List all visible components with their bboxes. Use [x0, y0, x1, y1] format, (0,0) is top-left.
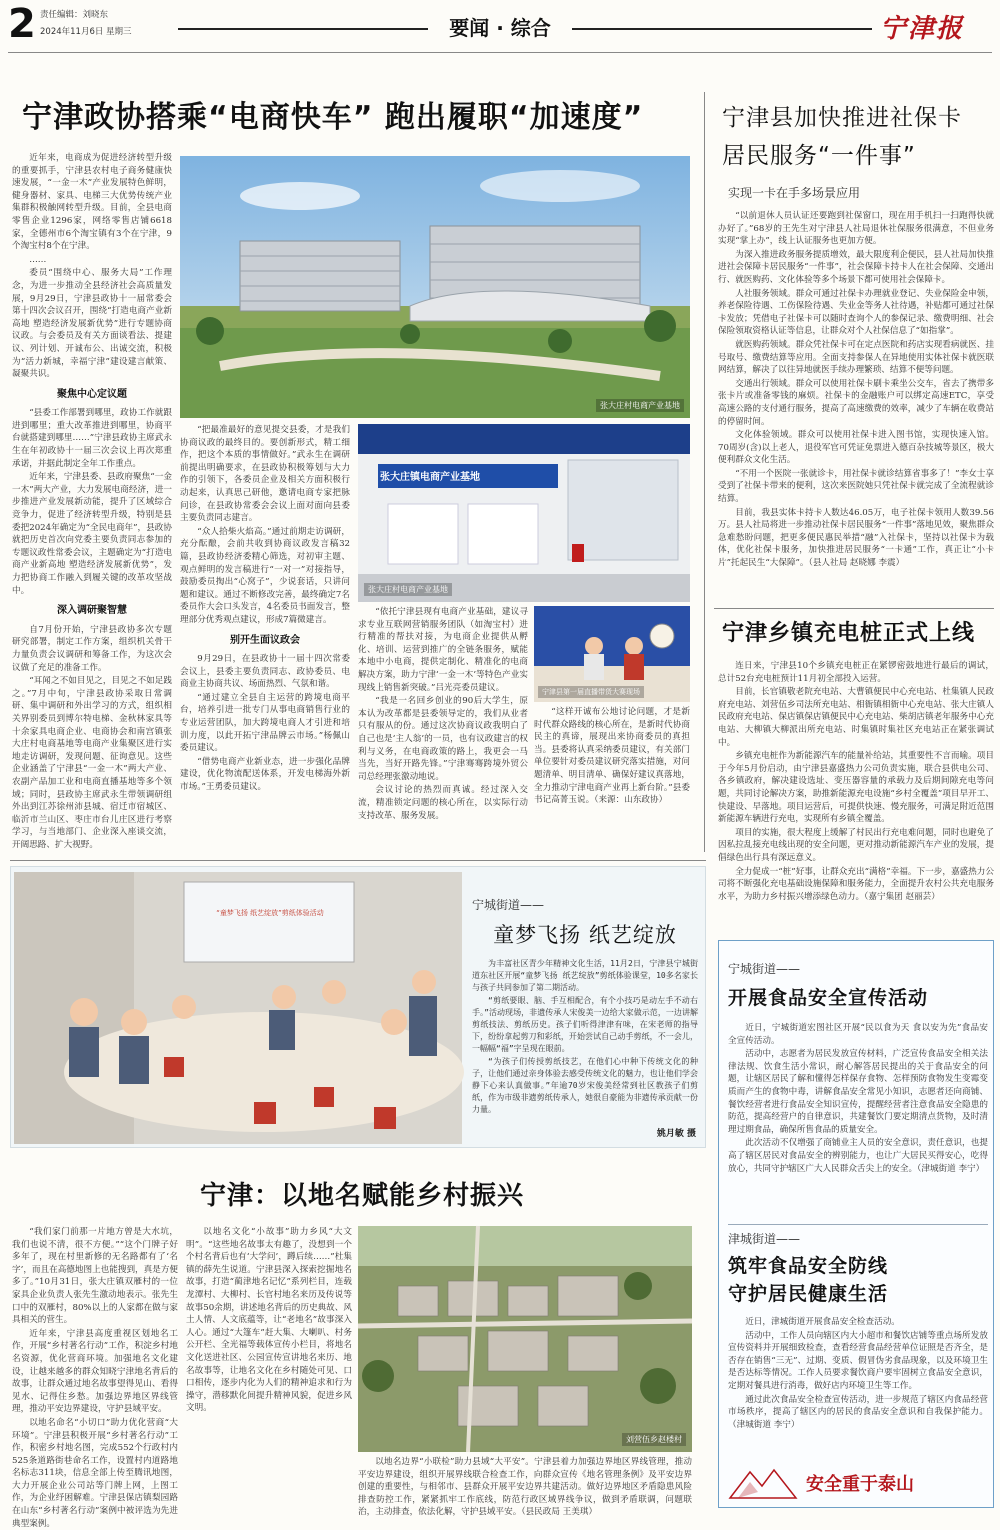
- charging-p5: 全力促成一“桩”好事，让群众充出“满格”幸福。下一步，嘉盛热力公司将不断强化充电基础设施保障和服务能力，全面提升农村公共充电服务水平，为助力乡村振兴增添绿色动力。（嘉宁集团 赵丽芸）: [718, 866, 994, 902]
- food1-p2: 活动中，志愿者为居民发放宣传材料，广泛宣传食品安全相关法律法规、饮食生活小常识，耐心解答居民提出的关于食品安全的问题，让辖区居民了解和懂得怎样保存食物、怎样预防食物发生变霉变质而产生的食物中毒，讲解食品安全常见小知识，志愿者还向商铺、餐饮经营者进行食品安全知识宣传，提醒经营者注意食品安全隐患的防范，提高经营户的自律意识，共建餐饮门要定期清点货物，及时清理过期食品，确保所售食品的质量安全。: [728, 1049, 988, 1135]
- charging-p1: 连日来，宁津县10个乡镇充电桩正在紧锣密鼓地进行最后的调试，总计52台充电桩预计11月初全部投入运营。: [718, 661, 994, 684]
- photo1-caption: 张大庄村电商产业基地: [596, 399, 684, 412]
- divider-right-1: [714, 608, 994, 609]
- charging-p2: 目前，长官镇敬老院充电站、大曹镇便民中心充电站、杜集镇人民政府充电站、刘营伍乡司法所充电站、相衙镇相衙中心充电站、张大庄镇人民政府充电站、保店镇保店镇便民中心充电站、柴胡店镇老年服务中心充电站、大柳镇大柳派出所充电站、时集镇时集社区充电站正在紧张调试中。: [718, 687, 994, 748]
- socialcard-p5: 交通出行领域。群众可以使用社保卡刷卡乘坐公交车，省去了携带多张卡片或准备零钱的麻烦。社保卡的金融账户可以绑定高速ETC，享受高速公路的支付通行服务，提高了高速缴费的效率，减少了车辆在收费站的停留时间。: [718, 378, 994, 427]
- section-title: 要闻 · 综合: [449, 16, 551, 40]
- photo2-caption: 张大庄村电商产业基地: [364, 583, 452, 596]
- food-headline-2-line2: 守护居民健康生活: [728, 1283, 889, 1305]
- food-body-1: [728, 1022, 988, 1218]
- lead-sub2-p2: “耳闻之不如目见之，目见之不如足践之。”7月中旬，宁津县政协采取日常调研、集中调研和外出学习的方式，组织相关界别委员到博尔特电梯、金秋林家具等十余家具电商企业、电商协会和南宫镇张大庄村电商基地等电商产业集聚区进行实地走访调研，发现问题、征询意见。这些企业涵盖了宁津县“一金一木”两大产业、农副产品加工业和电商直播基地等多个领域；同时，县政协主席武永生带领调研组外出到江苏徐州沛县城、宿迁市宿城区、临沂市兰山区、枣庄市台儿庄区进行考察学习，与当地部门、企业深入座谈交流，开阔思路、扩大视野。: [12, 676, 172, 850]
- socialcard-subhead: 实现一卡在手多场景应用: [728, 186, 861, 200]
- safety-banner-text: 安全重于泰山: [806, 1474, 914, 1495]
- socialcard-headline-1: 宁津县加快推进社保卡: [722, 105, 962, 131]
- socialcard-p2: 为深入推进政务服务提质增效，最大限度利企便民，县人社局加快推进社会保障卡居民服务“一件事”，社会保障卡持卡人在社会保障、交通出行、就医购药、文化体验等多个场景下都可使用社会保障卡。: [718, 249, 994, 285]
- socialcard-body: [718, 210, 994, 602]
- date-line: 2024年11月6日 星期三: [40, 27, 132, 37]
- photo-ecommerce-base-building: [180, 156, 690, 418]
- lead-sub3-p6: 会议讨论的热烈而真诚。经过深入交流，精准锁定问题的核心所在，以实际行动支持改革、服务发展。: [358, 785, 528, 821]
- lead-subhead-1: 聚焦中心定议题: [57, 388, 127, 400]
- socialcard-p4: 就医购药领域。群众凭社保卡可在定点医院和药店实现看病就医、挂号取号、缴费结算等应用。全面支持参保人在异地使用实体社保卡就医联网结算，解决了以往异地就医手续办理繁琐、结算不便等问题。: [718, 339, 994, 376]
- food1-p1: 近日，宁城街道宏图社区开展“民以食为天 食以安为先”食品安全宣传活动。: [728, 1023, 988, 1046]
- food-headline-1: 开展食品安全宣传活动: [728, 987, 929, 1009]
- lead-subhead-3: 别开生面议政会: [230, 634, 300, 646]
- placename-p4: 以地名文化“小故事”助力乡风“大文明”。“这些地名故事太有趣了，没想到一个个村名背后也有‘大学问’，蹲后续……”杜集镇的薛先生说道。宁津县深入探索挖掘地名故事，打造“蔺津地名记忆”系列栏目，连载龙潭村、大柳村、长官村地名来历及传说等故事50余期，讲述地名背后的历史典故、风土人情、人文底蕴等，让“老地名”故事深入人心。通过“大篷车”赶大集、大喇叭、村务公开栏、全光福等载体宣传小栏目，将地名文化送进社区、公园宣传宣讲地名来历、地名故事等，让地名文化在乡村随处可见、口口相传，逐步内化为人们的精神追求和行为操守，潜移默化间提升精神风貌，促进乡风文明。: [186, 1227, 352, 1414]
- food-divider: [728, 1224, 988, 1225]
- lead-col4: [534, 706, 690, 846]
- lead-sub3-p4: “依托宁津县现有电商产业基础，建议寻求专业互联网营销服务团队（如淘宝村）进行精准的帮扶对接，为电商企业提供从孵化、培训、运营到推广的全链条服务，赋能本地中小电商，提供定制化、精准化的电商解决方案，助力宁津‘一金一木’等特色产业实现线上销售新突破。”吕光亮委员建议。: [358, 607, 528, 693]
- lead-intro-p1: 近年来，电商成为促进经济转型升级的重要抓手，宁津县农村电子商务健康快速发展，“一金一木”产业发展特色鲜明，健身器材、家具、电梯三大优势传统产业集群积极触网转型升级。目前，全县电商零售企业1296家，网络零售店铺6618家，全德州市6个淘宝镇有3个在宁津，9个淘宝村8个在宁津。: [12, 153, 172, 252]
- lead-col2: [180, 424, 350, 842]
- food-kicker-2: 津城街道——: [728, 1232, 801, 1246]
- masthead: [0, 0, 1000, 48]
- lead-sub2-p4: “众人拾柴火焰高。”通过前期走访调研，充分酝酿，会前共收到协商议政发言稿32篇，县政协经济委精心筛选，对初审主题、观点鲜明的发言稿进行“一对一”对接指导，鼓励委员掏出“心窝子”，少说套话，只讲问题和建议。通过不断修改完善，最终确定7名委员作大会口头发言，4名委员书面发言，整理部分优秀观点建议，形成7篇微建言。: [180, 526, 350, 625]
- socialcard-p1: “以前退休人员认证还要跑到社保窗口，现在用手机扫一扫跑得快就办好了。”68岁的王先生对宁津县人社局退休社保服务很满意，不但业务实现“掌上办”，线上认证服务也更加方便。: [718, 211, 994, 247]
- food2-p1: 近日，津城街道开展食品安全检查活动。: [745, 1317, 900, 1327]
- placename-col2: [186, 1226, 352, 1510]
- papercut-headline: 童梦飞扬 纸艺绽放: [493, 923, 677, 947]
- placename-p5: 以地名边界“小联检”助力县域“大平安”。宁津县着力加强边界地区界线管理，推动平安边界建设，组织开展界线联合检查工作，向群众宣传《地名管理条例》及平安边界创建的重要性，与相邻市、县群众开展平安边界共建活动。做好边界地区矛盾隐患风险排查防控工作，紧紧抓牢工作底线，防范行政区域界线争议，做到矛盾联调，问题联治，主动排查，依法化解，守护县域平安。（县民政局 王美琪）: [358, 1457, 692, 1518]
- mountain-illustration-icon: [728, 1464, 798, 1500]
- divider-horizontal-lead: [10, 860, 706, 861]
- food-kicker-1: 宁城街道——: [728, 962, 801, 976]
- lead-sub2-p1: 自7月份开始，宁津县政协多次专题研究部署，制定工作方案，组织机关骨干力量负责会议调研和筹备工作，为这次会议做了充足的准备工作。: [12, 624, 172, 673]
- charging-headline: 宁津乡镇充电桩正式上线: [722, 621, 976, 646]
- photo-livestream: [534, 606, 690, 702]
- lead-sub3-p2: “通过建立全县自主运营的跨境电商平台，培养引进一批专门从事电商销售行业的专业运营团队，加大跨境电商人才引进和培训力度，以此开拓宁津品牌云市场。”杨佩山委员建议。: [180, 692, 350, 754]
- placename-p1: “我们家门前那一片地方曾是大水坑，我们也说不清，很不方便。”“这个门牌子好多年了，现在村里新修的无名路都有了‘名字’，而且在高德地图上也能搜到，真是方便多了。”10月31日，张大庄镇双雁村的一位家具企业负责人张先生激动地表示。张先生口中的双雁村，80%以上的人家都在做与家具相关的营生。: [12, 1227, 179, 1326]
- placename-p3: 以地名命名“小切口”助力优化营商“大环境”。宁津县积极开展“乡村著名行动”工作，积密乡村地名图，完成552个行政村内525条道路街巷命名工作，设置村内道路地名标志311块，信息全部上传至腾讯地图，大力开展企业公司站等门牌上网，上图工作，为企业纾困解难。宁津县保店镇梨园路在山东“乡村著名行动”案例中被评选为先进典型案例。: [12, 1417, 178, 1529]
- lead-sub3-p7: “这样开诚布公地讨论问题，才是新时代群众路线的核心所在，是新时代协商民主的真谛，展现出来协商委员的真担当。县委将认真采纳委员建议，有关部门单位要针对委员建议研究落实措施，对问题清单、明目清单、确保好建议真落地，全力推动宁津电商产业再上新台阶。”县委书记高菁玉说。（来源：山东政协）: [534, 707, 690, 806]
- lead-sub2-p3: “把最准最好的意见提交县委，才是我们协商议政的最终目的。要创新形式，精工细作，把这个本质的事情做好。”武永生在调研前提出明确要求，在县政协积极筹划与大力作的引领下，各委员企业及相关方面积极行动起来，认真思己研他，邀请电商专家把脉问诊，在县政协常委会会议上面对面向县委主要负责同志建言。: [180, 425, 350, 524]
- masthead-rule-right: [572, 28, 872, 30]
- safety-banner: [728, 1462, 988, 1502]
- lead-sub3-p1: 9月29日，在县政协十一届十四次常委会议上，县委主要负责同志、政协委员、电商业主协商共议、场面热烈、气氛和谐。: [180, 654, 350, 690]
- food2-p2: 活动中，工作人员向辖区内大小超市和餐饮店铺等重点场所发放宣传资料并开展细致检查，查看经营食品经营单位证照是否齐全，是否存在销售“三无”、过期、变质、假冒伪劣食品现象，以及环境卫生是否达标等情况。工作人员要求餐饮商户要牢固树立食品安全意识，定期对餐具进行消毒，做好店内环境卫生等工作。: [728, 1330, 988, 1391]
- food1-p3: 此次活动不仅增强了商铺业主人员的安全意识，责任意识，也提高了辖区居民对食品安全的辨别能力，也让广大居民买得安心，吃得放心，共同守护辖区广大人民群众舌尖上的安全。（津城街道 李宁）: [728, 1138, 988, 1174]
- lead-sub1-p1: “县委工作部署到哪里，政协工作就跟进到哪里；重大改革推进到哪里，协商平台就搭建到哪里……”宁津县政协主席武永生在年初政协十一届三次会议上再次郑重承诺，并据此制定全年工作重点。: [12, 408, 172, 469]
- lead-sub3-p5: “我是一名回乡创业的90后大学生，原本认为改革都是县委领导定的，我们从业者只有服从的份。通过这次协商议政我明白了自己也是‘主人翁’的一员，也有议政建言的权利与义务，在电商政策的路上，我更会一马当先，当好开路先锋。”宁津骞骞跨境外贸公司总经理张激动地说。: [358, 696, 528, 782]
- paper-logo: 宁津报: [880, 14, 965, 44]
- food2-p3: 通过此次食品安全检查宣传活动，进一步规范了辖区内食品经营市场秩序，提高了辖区内的居民的食品安全意识和自我保护能力。（津城街道 李宁）: [728, 1394, 988, 1430]
- food-body-2: [728, 1316, 988, 1458]
- lead-sub3-p3: “借势电商产业新业态，进一步强化品牌建设，优化物流配送体系，开发电梯海外新市场。”王勇委员建议。: [180, 756, 350, 793]
- socialcard-p8: 目前，我县实体卡持卡人数达46.05万，电子社保卡领用人数39.56万。县人社局将进一步推动社保卡居民服务“一件事”落地见效，聚焦群众急难愁盼问题，把更多便民惠民举措“融”入社保卡，坚持以社保卡为载体，优化社保卡服务，加快推进居民服务“一卡通”工作，真正让“小卡片”托起民生“大保障”。（县人社局 赵晓娜 李震）: [718, 507, 994, 569]
- photo3-caption: 宁津县第一届直播带货大赛现场: [538, 686, 644, 698]
- charging-p4: 项目的实施，很大程度上缓解了村民出行充电难问题，同时也避免了因私拉乱接充电线出现的安全问题，更对推动新能源汽车产业的发展，提倡绿色出行具有深远意义。: [718, 827, 994, 863]
- socialcard-headline-2: 居民服务“一件事”: [722, 143, 916, 169]
- lead-sub1-p2: 近年来，宁津县委、县政府聚焦“一金一木”两大产业，大力发展电商经济，进一步推进产业发展新动能，提升了区域综合竞争力，促进了经济转型升级，特别是县委把2024年确定为“全民电商年”，县政协就把历史首次向党委主要负责同志参加的专题议政性常委会议，主题确定为“打造电商产业新高地 塑造经济发展新优势”，发力把协商工作融入到履关键的改革攻坚战中。: [12, 472, 172, 596]
- divider-vertical-main: [704, 92, 705, 852]
- lead-headline: 宁津政协搭乘“电商快车” 跑出履职“加速度”: [22, 100, 644, 135]
- photo-village-aerial: [358, 1226, 692, 1452]
- editor-line: 责任编辑：刘晓东: [40, 10, 109, 20]
- masthead-bottom-rule: [8, 52, 992, 53]
- photo2-wall-sign: 张大庄镇电商产业基地: [380, 472, 480, 483]
- food-headline-2-line1: 筑牢食品安全防线: [728, 1255, 889, 1277]
- masthead-rule-left: [178, 28, 428, 30]
- socialcard-p3: 人社服务领域。群众可通过社保卡办理就业登记、失业保险金申领，养老保险待遇、工伤保险待遇、失业金等务人社待遇，补贴都可通过社保卡发放；凭借电子社保卡可以随时查询个人的参保记录、缴费明细、社会保险领取资格认证等信息，让群众对个人社保信息了“如指掌”。: [718, 288, 994, 337]
- papercut-p1: 为丰富社区青少年精神文化生活，11月2日，宁津县宁城街道东社区开展“童梦飞扬 纸艺绽放”剪纸体验课堂，10多名家长与孩子共同参加了第二期活动。: [472, 959, 698, 992]
- socialcard-p6: 文化体验领域。群众可以使用社保卡进入图书馆，实现快速入馆。70周岁(含)以上老人，退役军官可凭证免票进入德百杂技城等景区，极大便利群众文化生活。: [718, 430, 994, 466]
- charging-p3: 乡镇充电桩作为新能源汽车的能量补给站，其重要性不言而喻。项目于今年5月份启动，由宁津县嘉盛热力公司负责实施，联合县供电公司、各乡镇政府，解决建设选址、变压器容量的承载力及后期间隙充电等问题，共同讨论解决方案，助推新能源充电设施“乡村全覆盖”项目早开工、快建设、早落地。项目运营后，可提供快速、慢充服务，可满足附近范围新能源车辆进行充电，实现所有乡镇全覆盖。: [718, 751, 994, 825]
- page-number: 2: [8, 1, 36, 47]
- lead-col3: [358, 606, 528, 846]
- lead-intro-p2: 委员“围绕中心、服务大局”工作理念，为进一步推动全县经济社会高质量发展，9月29日，宁津县政协十一届常委会第十四次会议召开，围绕“打造电商产业新高地 塑造经济发展新优势”进行专题协商议政。与会委员及有关方面谈看法、提建议、列计划、开诚布公、出诚交流，积极为“活力新城，幸福宁津”建设建言献策、凝聚共识。: [12, 268, 172, 380]
- papercut-p3: “为孩子们传授剪纸技艺，在他们心中种下传统文化的种子，让他们通过亲身体验去感受传统文化的魅力，也让他们学会静下心来认真做事。”年逾70岁宋俊美经常到社区教孩子们剪纸，作为市级非遗剪纸传承人，她很自豪能为非遗传承贡献一份力量。: [472, 1057, 698, 1114]
- charging-body: [718, 660, 994, 928]
- socialcard-p7: “不用一个医院一张就诊卡，用社保卡就诊结算省事多了！”李女士享受到了社保卡带来的便利，这次来医院她只凭社保卡就完成了全流程就诊结算。: [718, 468, 994, 505]
- papercut-body: [472, 958, 698, 1122]
- lead-intro-ellipsis: ……: [29, 254, 47, 265]
- photo-ecommerce-base-interior: [358, 424, 690, 602]
- papercut-kicker: 宁城街道——: [472, 898, 545, 912]
- placename-col3: [358, 1456, 692, 1518]
- photo-village-caption: 刘营伍乡赵楼村: [622, 1433, 686, 1446]
- placename-p2: 近年来，宁津县高度重视区划地名工作，开展“乡村著名行动”工作，积淀乡村地名资源，优化营商环境。加强地名文化建设，让越来越多的群众知晓宁津地名背后的故事，让群众通过地名故事望得见山、看得见水、记得住乡愁。加强边界地区界线管理，推动平安边界建设，守护县域平安。: [12, 1328, 178, 1415]
- papercut-p2: “剪纸要眼、脑、手互相配合，有个小技巧是动左手不动右手。”活动现场，非遗传承人宋俊美一边给大家做示范，一边讲解剪纸技法、剪纸历史。孩子们听得津津有味，在宋老师的指导下，纷纷拿起剪刀和彩纸，开始尝试自己动手剪纸，不一会儿，一幅幅“福”字呈现在眼前。: [472, 996, 698, 1053]
- placename-col1: [12, 1226, 179, 1529]
- papercut-banner-text: “童梦飞扬 纸艺绽放”剪纸体验活动: [216, 909, 324, 917]
- placename-headline: 宁津：以地名赋能乡村振兴: [199, 1181, 524, 1211]
- photo-papercut-class: [14, 872, 462, 1144]
- papercut-byline: 姚月敏 摄: [656, 1129, 696, 1139]
- lead-subhead-2: 深入调研聚智慧: [57, 605, 127, 617]
